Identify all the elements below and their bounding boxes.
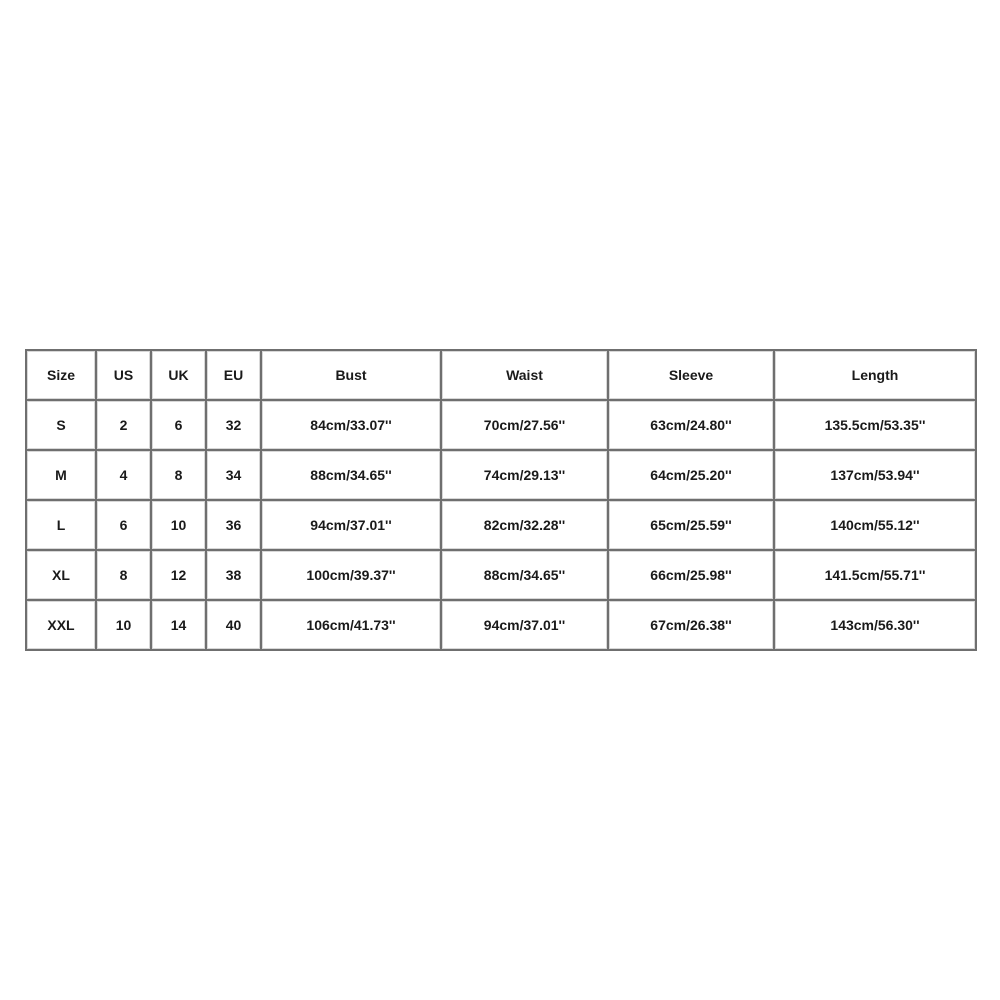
cell-waist: 88cm/34.65'' [441, 550, 608, 600]
cell-waist: 82cm/32.28'' [441, 500, 608, 550]
table-row [26, 550, 976, 600]
cell-waist: 70cm/27.56'' [441, 400, 608, 450]
cell-eu: 34 [206, 450, 261, 500]
header-us: US [96, 350, 151, 400]
cell-uk: 10 [151, 500, 206, 550]
cell-size: XXL [26, 600, 96, 650]
cell-length: 143cm/56.30'' [774, 600, 976, 650]
header-bust: Bust [261, 350, 441, 400]
cell-uk: 12 [151, 550, 206, 600]
cell-eu: 40 [206, 600, 261, 650]
cell-bust: 88cm/34.65'' [261, 450, 441, 500]
cell-bust: 106cm/41.73'' [261, 600, 441, 650]
cell-us: 8 [96, 550, 151, 600]
cell-us: 2 [96, 400, 151, 450]
cell-uk: 14 [151, 600, 206, 650]
cell-waist: 94cm/37.01'' [441, 600, 608, 650]
cell-length: 135.5cm/53.35'' [774, 400, 976, 450]
cell-bust: 94cm/37.01'' [261, 500, 441, 550]
header-eu: EU [206, 350, 261, 400]
header-sleeve: Sleeve [608, 350, 774, 400]
size-chart-table [25, 349, 977, 651]
header-uk: UK [151, 350, 206, 400]
table-row [26, 450, 976, 500]
header-waist: Waist [441, 350, 608, 400]
header-length: Length [774, 350, 976, 400]
cell-sleeve: 66cm/25.98'' [608, 550, 774, 600]
header-size: Size [26, 350, 96, 400]
cell-size: M [26, 450, 96, 500]
cell-us: 6 [96, 500, 151, 550]
cell-size: S [26, 400, 96, 450]
cell-eu: 38 [206, 550, 261, 600]
cell-uk: 6 [151, 400, 206, 450]
cell-eu: 36 [206, 500, 261, 550]
cell-bust: 100cm/39.37'' [261, 550, 441, 600]
cell-bust: 84cm/33.07'' [261, 400, 441, 450]
table-row [26, 600, 976, 650]
cell-length: 141.5cm/55.71'' [774, 550, 976, 600]
cell-eu: 32 [206, 400, 261, 450]
table-row [26, 500, 976, 550]
cell-sleeve: 63cm/24.80'' [608, 400, 774, 450]
cell-length: 140cm/55.12'' [774, 500, 976, 550]
cell-length: 137cm/53.94'' [774, 450, 976, 500]
cell-waist: 74cm/29.13'' [441, 450, 608, 500]
cell-us: 4 [96, 450, 151, 500]
cell-sleeve: 67cm/26.38'' [608, 600, 774, 650]
table-header-row [26, 350, 976, 400]
cell-sleeve: 65cm/25.59'' [608, 500, 774, 550]
cell-uk: 8 [151, 450, 206, 500]
cell-size: L [26, 500, 96, 550]
cell-sleeve: 64cm/25.20'' [608, 450, 774, 500]
cell-us: 10 [96, 600, 151, 650]
cell-size: XL [26, 550, 96, 600]
table-row [26, 400, 976, 450]
